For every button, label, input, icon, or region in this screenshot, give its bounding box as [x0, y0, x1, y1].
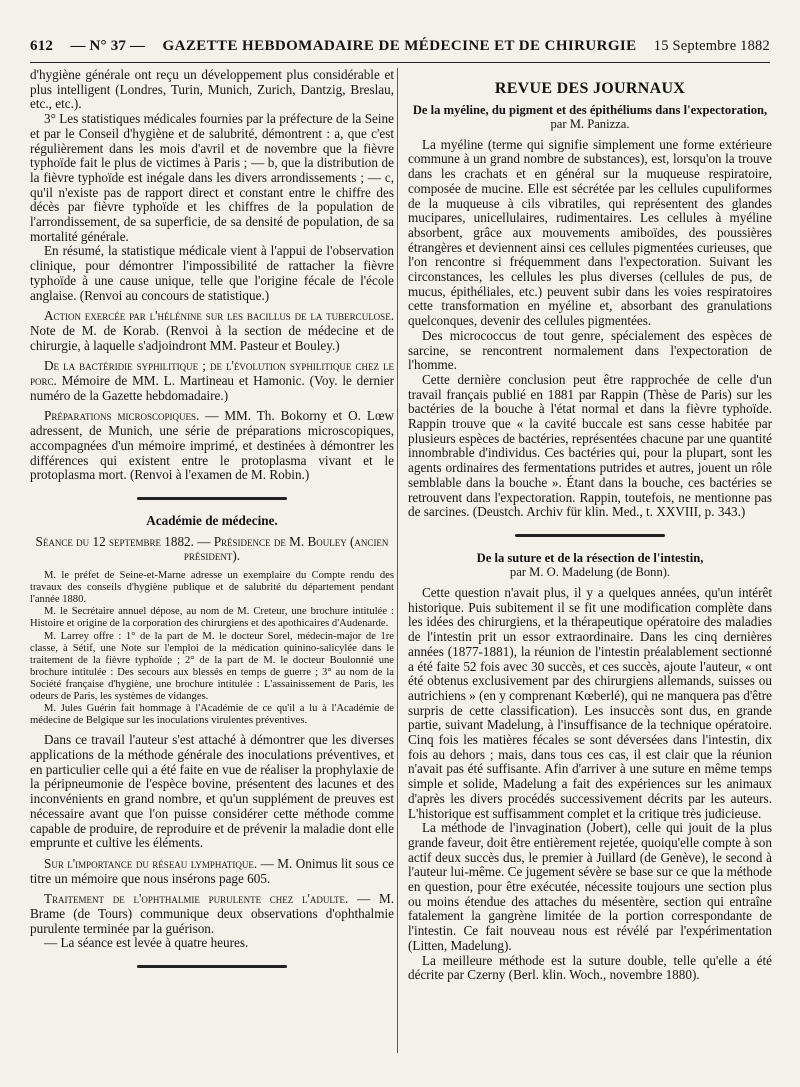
correspondence-notes: [30, 570, 394, 727]
note-guerin: M. Jules Guérin fait hommage à l'Académie de ce qu'il a lu à l'Académie de médecine de Belgique sur les inoculations virulentes préventives.: [30, 703, 394, 727]
header-rule: [30, 62, 770, 63]
item-bacteridie-heading: De la bactéridie syphilitique ; de l'évolution syphilitique chez le porc.: [30, 358, 394, 389]
academy-heading: Académie de médecine.: [146, 512, 278, 528]
article-myeline-author: par M. Panizza.: [550, 117, 630, 132]
paragraph-suture: Cette question n'avait plus, il y a quelques années, qu'un intérêt historique. Puis subitement il se fit une modification complète dans les idées des chirurgiens, et la thérapeutique opératoire des maladies de l'intestin prit un essor extraordinaire. Dans les cinq dernières années (1877-1881), la réunion de l'intestin préalablement sectionné a été faite 52 fois avec 30 succès, et ces succès, ajoute l'auteur, « ont été obtenus exclusivement par des chirurgiens allemands, suisses ou autrichiens » (en y comprenant Kœberlé), qui ne manquera pas d'être surpris de cette classification). Les insuccès sont dus, en grande partie, suivant Madelung, à l'insuffisance de la technique opératoire. Cinq fois les matières fécales se sont déversées dans l'intestin, dix fois au dehors ; mais, dans tous ces cas, il est clair que la réunion n'avait pas été suffisante. Afin d'arriver à une suture en même temps simple et solide, Madelung a fait des expériences sur les animaux d'après les divers procédés successivement décrits par les auteurs. L'historique est suffisamment complet et la critique très judicieuse.: [408, 584, 772, 821]
end-divider: [137, 965, 287, 968]
item-ophthalmie: [30, 892, 394, 936]
right-column: [408, 68, 772, 1078]
note-larrey: M. Larrey offre : 1° de la part de M. le docteur Sorel, médecin-major de 1re classe, à Sétif, une Note sur l'emploi de la médication quinino-salicylée dans le traitement de la fièvre typhoïde ; 2° de la part de M. le docteur Boulonnié une brochure intitulée : Des secours aux blessés en temps de guerre ; 3° au nom de la Société française d'hygiène, une brochure intitulée : L'assainissement de Paris, les odeurs de Paris, les systèmes de vidanges.: [30, 630, 394, 703]
paragraph-statistics: 3° Les statistiques médicales fournies par la préfecture de la Seine et par le Conseil d'hygiène et de salubrité, démontrent : a, que c'est régulièrement dans les mois d'avril et de novembre que la fièvre typhoïde fait le plus de victimes à Paris ; — b, que la distribution de la fièvre typhoïde est inégale dans les divers arrondissements ; — c, qu'il n'existe pas de rapport direct et constant entre le chiffre des décès par fièvre typhoïde et les chiffres de la population de l'arrondissement, de sa superficie, de sa densité de population, de sa mortalité générale.: [30, 111, 394, 244]
paragraph-inoculations: Dans ce travail l'auteur s'est attaché à démontrer que les diverses applications de la méthode générale des inoculations préventives, et en particulier celle qui a été faite en vue de réaliser la prophylaxie de la péripneumonie de l'espèce bovine, présentent des lacunes et des inconvénients en grand nombre, et qu'un supplément de preuves est nécessaire avant que l'on puisse considérer cette méthode comme capable de produire, de reproduire et de prévenir la maladie dont elle emprunte et cultive les éléments.: [30, 732, 394, 851]
item-lymphatique-text: — M. Onimus lit sous ce titre un mémoire que nous insérons page 605.: [30, 855, 394, 886]
article-intestin-heading: [408, 551, 772, 580]
revue-heading: REVUE DES JOURNAUX: [494, 80, 686, 97]
article-intestin-title: De la suture et de la résection de l'intestin,: [476, 550, 704, 565]
journal-title: GAZETTE HEBDOMADAIRE DE MÉDECINE ET DE CHIRURGIE: [162, 38, 637, 54]
page-number: 612: [30, 38, 54, 54]
note-secretaire: M. le Secrétaire annuel dépose, au nom de M. Creteur, une brochure intitulée : Histoire et origine de la corporation des chirurgiens et des apothicaires d'Audenarde.: [30, 606, 394, 630]
seance-closing: — La séance est levée à quatre heures.: [44, 935, 249, 951]
article-myeline-heading: [408, 103, 772, 132]
paragraph-invagination: La méthode de l'invagination (Jobert), celle qui jouit de la plus grande faveur, doit être entièrement rejetée, quoiqu'elle compte à son actif deux succès dus, le premier à Juillard (de Genève), le second à l'auteur lui-même. Ce jugement sévère se base sur ce que la méthode en question, pour être exécutée, nécessite toujours une section plus ou moins étendue des attaches du mésentère, section qui entraîne fatalement la gangrène limitée de la portion correspondante de l'intestin. Ce fait nouveau nous est révélé par l'expérimentation (Litten, Madelung).: [408, 820, 772, 953]
item-preparations-heading: Préparations microscopiques.: [44, 408, 200, 424]
paragraph-summary: En résumé, la statistique médicale vient à l'appui de l'observation clinique, pour démontrer l'impossibilité de rattacher la fièvre typhoïde à une cause unique, telle que l'origine fécale de l'école anglaise. (Renvoi au concours de statistique.): [30, 243, 394, 303]
paragraph-rappin: Cette dernière conclusion peut être rapprochée de celle d'un travail français publié en 1881 par Rappin (Thèse de Paris) sur les bactéries de la bouche à l'état normal et dans la fièvre typhoïde. Rappin trouve que « la cavité buccale est sans cesse habitée par plusieurs espèces de bactéries, représentées chacune par une quantité innombrable d'individus. Ces bactéries qui, pour la plupart, sont les agents ordinaires des fermentations putrides et autres, jouent un rôle semblable dans la bouche ». Étant dans la bouche, ces bactéries se retrouvent dans l'expectoration. Rappin, toutefois, ne mentionne pas de sarcines. (Deustch. Archiv für klin. Med., t. XXVIII, p. 343.): [408, 371, 772, 520]
paragraph-hygiene: d'hygiène générale ont reçu un développement plus considérable et plus intelligent (Londres, Turin, Munich, Zurich, Dantzig, Breslau, etc., etc.).: [30, 68, 394, 112]
issue-number: — N° 37 —: [70, 38, 146, 54]
item-preparations: [30, 409, 394, 483]
note-prefet: M. le préfet de Seine-et-Marne adresse un exemplaire du Compte rendu des travaux des conseils d'hygiène publique et de salubrité du département pendant l'année 1880.: [30, 570, 394, 606]
article-myeline-title: De la myéline, du pigment et des épithéliums dans l'expectoration,: [412, 102, 768, 117]
item-lymphatique: [30, 857, 394, 886]
paragraph-myeline: La myéline (terme qui signifie simplement une forme extérieure commune à un grand nombre de substances), est, lorsqu'on la trouve dans les crachats et en général sur la muqueuse respiratoire, composée de mucine. Elle est sécrétée par les cellules cupuliformes de la muqueuse à cils vibratiles, qui représentent des glandes mucipares, unicellulaires, rudimentaires. Les cellules à myéline absorbent, grâce aux mouvements amiboïdes, des poussières étrangères et deviennent ainsi ces cellules pigmentées curieuses, que l'on rencontre si fréquemment dans l'expectoration. Suivant les circonstances, les cellules les plus diverses (cellules de pus, de mucus, épithéliales, etc.) peuvent subir dans les voies respiratoires cette transformation en myéline et, absorbant des granulations quelconques, devenir des cellules pigmentées.: [408, 136, 772, 329]
article-intestin-author: par M. O. Madelung (de Bonn).: [509, 565, 671, 580]
item-lymphatique-heading: Sur l'importance du réseau lymphatique.: [44, 855, 258, 871]
item-preparations-text: — MM. Th. Bokorny et O. Lœw adressent, de Munich, une série de préparations microscopiques, accompagnées d'un mémoire imprimé, et destinées à démontrer les différences qui existent entre le protoplasma vivant et le protoplasma mort. (Renvoi à l'examen de M. Robin.): [30, 408, 394, 483]
paragraph-micrococcus: Des micrococcus de tout genre, spécialement des espèces de sarcine, se rencontrent normalement dans l'expectoration de l'homme.: [408, 327, 772, 373]
left-column: [30, 68, 394, 1078]
issue-date: 15 Septembre 1882: [653, 38, 770, 54]
item-helenine: [30, 309, 394, 353]
paragraph-czerny: La meilleure méthode est la suture double, telle qu'elle a été décrite par Czerny (Berl. klin. Woch., novembre 1880).: [408, 952, 772, 983]
item-ophthalmie-text: — M. Brame (de Tours) communique deux observations d'ophthalmie purulente terminée par la guérison.: [30, 891, 394, 936]
item-helenine-heading: Action exercée par l'hélénine sur les bacillus de la tuberculose.: [44, 308, 394, 324]
item-bacteridie: [30, 359, 394, 403]
article-divider: [515, 534, 665, 537]
seance-heading: Séance du 12 septembre 1882. — Présidence de M. Bouley (ancien président).: [35, 533, 389, 564]
item-helenine-text: Note de M. de Korab. (Renvoi à la section de médecine et de chirurgie, à laquelle s'adjoindront MM. Pasteur et Bouley.): [30, 322, 394, 353]
item-ophthalmie-heading: Traitement de l'ophthalmie purulente chez l'adulte.: [44, 891, 349, 907]
column-rule: [397, 68, 398, 1053]
section-divider: [137, 497, 287, 500]
page-header: [30, 38, 770, 60]
item-bacteridie-text: Mémoire de MM. L. Martineau et Hamonic. (Voy. le dernier numéro de la Gazette hebdomadaire.): [30, 373, 394, 403]
